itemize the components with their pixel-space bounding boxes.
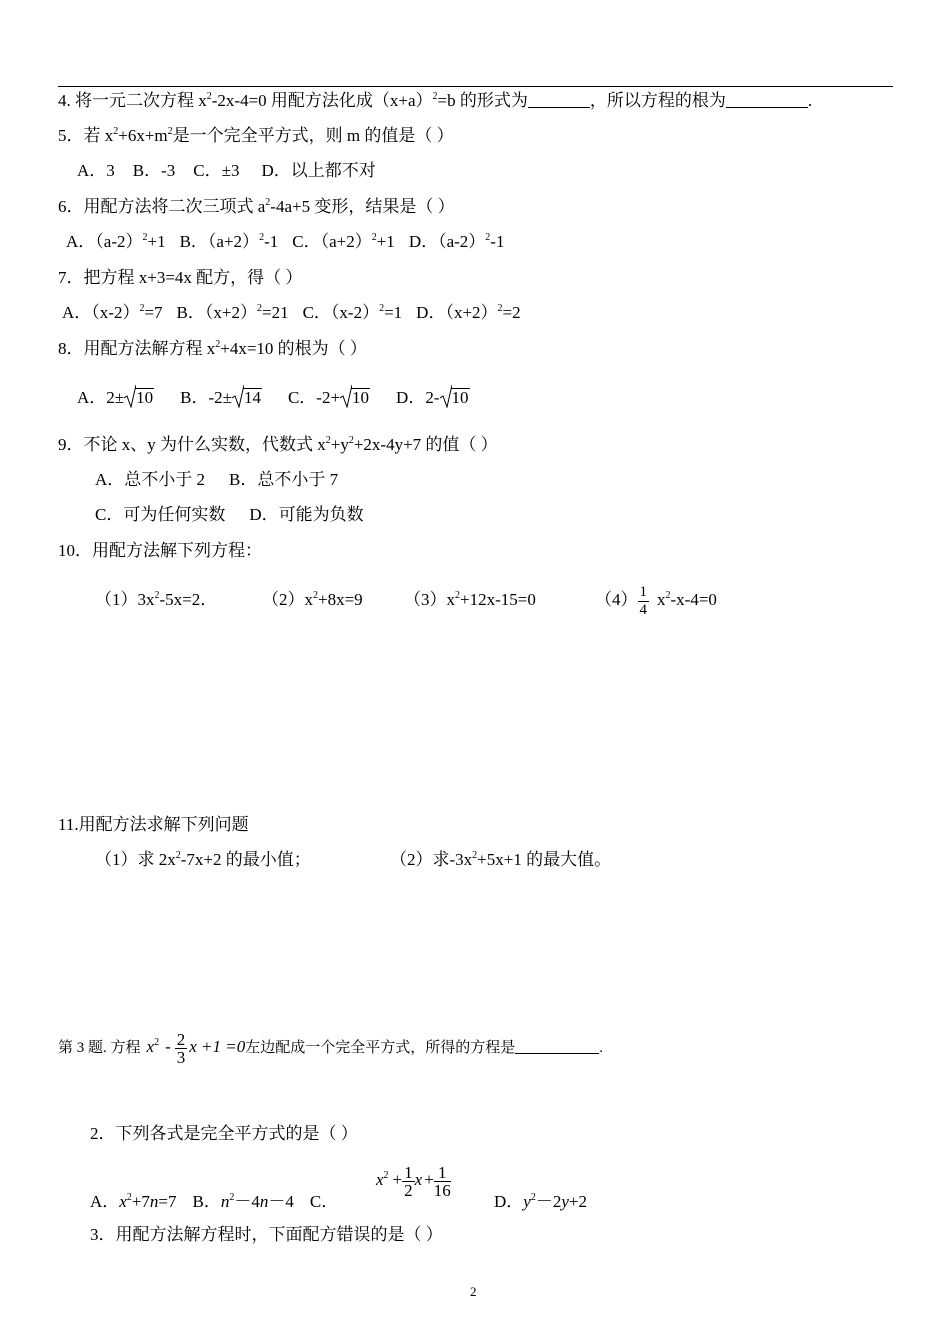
option-b: B．$(a+2)^2-1$ xyxy=(179,232,279,251)
option-b: B．$(x+2)^2=21$ xyxy=(176,303,289,322)
option-a: A．2± 10 xyxy=(77,388,154,407)
header-rule xyxy=(58,86,893,87)
option-a: A．$(x-2)^2=7$ xyxy=(62,303,163,322)
answer-blank-1[interactable] xyxy=(528,91,590,108)
option-d: D．$(x+2)^2=2$ xyxy=(416,303,521,322)
option-c: C． xyxy=(309,1192,339,1211)
option-a: A．$(a-2)^2+1$ xyxy=(66,232,166,251)
question-9: 9．不论 x、y 为什么实数，代数式 $x^2+y^2+2x-4y+7$ 的值（ ） xyxy=(58,435,498,454)
option-d: D．2- 10 xyxy=(396,388,469,407)
answer-blank[interactable] xyxy=(515,1037,599,1054)
question-6-options xyxy=(66,231,504,253)
question-10-part-2: $(2)x^2+8x=9$ xyxy=(262,590,363,609)
question-10-part-4: （4） $\frac{1}{4}$ $x^2-x-4=0$ xyxy=(595,583,717,618)
option-c: C．$(a+2)^2+1$ xyxy=(292,232,395,251)
sqrt-symbol: 10 xyxy=(440,387,470,409)
option-b: B．总不小于 7 xyxy=(229,470,339,489)
question-8: 8．用配方法解方程 $x^2+4x=10$ 的根为（ ） xyxy=(58,339,367,358)
answer-blank-2[interactable] xyxy=(726,91,808,108)
fraction: $\frac{1}{4}$ xyxy=(639,583,647,618)
question-10: 10．用配方法解下列方程： xyxy=(58,541,262,560)
option-d: D．以上都不对 xyxy=(261,161,376,180)
fraction: $\frac{1}{2}$ xyxy=(404,1162,413,1200)
fraction: $\frac{1}{16}$ xyxy=(433,1162,451,1200)
option-c: C．$(x-2)^2=1$ xyxy=(302,303,403,322)
option-c: C．可为任何实数 xyxy=(95,505,226,524)
question-2-option-c-expression: $x^2$ + $\frac{1}{2}$ x + $\frac{1}{16}$ xyxy=(376,1162,451,1200)
option-b: B．$n^2-4n-4$ xyxy=(192,1192,294,1211)
question-2-option-d: D．$y^2-2y+2$ xyxy=(494,1192,587,1211)
page-number: 2 xyxy=(470,1284,477,1299)
question-5-options xyxy=(77,160,376,182)
option-a: A．$x^2+7n=7$ xyxy=(90,1192,177,1211)
question-3-fill-in: 第 3 题. 方程 $x^2$ - $\frac{2}{3}$ x +1 =0左边配成一个完全平方式，所得的方程是 . xyxy=(58,1030,603,1068)
question-4: 4. 将一元二次方程 $x^2-2x-4=0$ 用配方法化成$(x+a)^2=b$ 的形式为 ，所以方程的根为 . xyxy=(58,91,813,110)
question-6: 6．用配方法将二次三项式 $a^2-4a+5$ 变形，结果是（ ） xyxy=(58,197,455,216)
question-11-part-2: （2）求$-3x^2+5x+1$ 的最大值。 xyxy=(390,850,612,869)
option-b: B．-3 xyxy=(132,161,176,180)
question-10-part-1: $(1)3x^2-5x=2$． xyxy=(95,590,218,609)
option-d: D．$(a-2)^2-1$ xyxy=(408,232,505,251)
question-5: 5．若 $x^2+6x+m^2$是一个完全平方式，则 m 的值是（ ） xyxy=(58,126,454,145)
option-b: B．-2± 14 xyxy=(180,388,262,407)
question-7: 7．把方程 x+3=4x 配方，得（ ） xyxy=(58,268,303,287)
question-3: 3．用配方法解方程时，下面配方错误的是（ ） xyxy=(90,1225,443,1244)
sqrt-symbol: 10 xyxy=(124,387,154,409)
question-11-part-1: （1）求 $2x^2-7x+2$ 的最小值； xyxy=(95,850,311,869)
question-10-part-3: $(3)x^2+12x-15=0$ xyxy=(404,590,536,609)
question-2: 2．下列各式是完全平方式的是（ ） xyxy=(90,1124,358,1143)
option-c: C．-2+ 10 xyxy=(288,388,370,407)
question-2-options xyxy=(90,1191,338,1213)
question-7-options xyxy=(62,302,521,324)
option-c: C．±3 xyxy=(193,161,240,180)
question-11: 11.用配方法求解下列问题 xyxy=(58,815,249,834)
option-a: A．3 xyxy=(77,161,115,180)
option-d: D．可能为负数 xyxy=(249,505,364,524)
question-9-options-row1 xyxy=(95,469,338,491)
sqrt-symbol: 10 xyxy=(340,387,370,409)
question-8-options xyxy=(77,387,470,409)
fraction: $\frac{2}{3}$ xyxy=(176,1030,186,1068)
option-a: A．总不小于 2 xyxy=(95,470,206,489)
question-9-options-row2 xyxy=(95,504,364,526)
sqrt-symbol: 14 xyxy=(232,387,262,409)
